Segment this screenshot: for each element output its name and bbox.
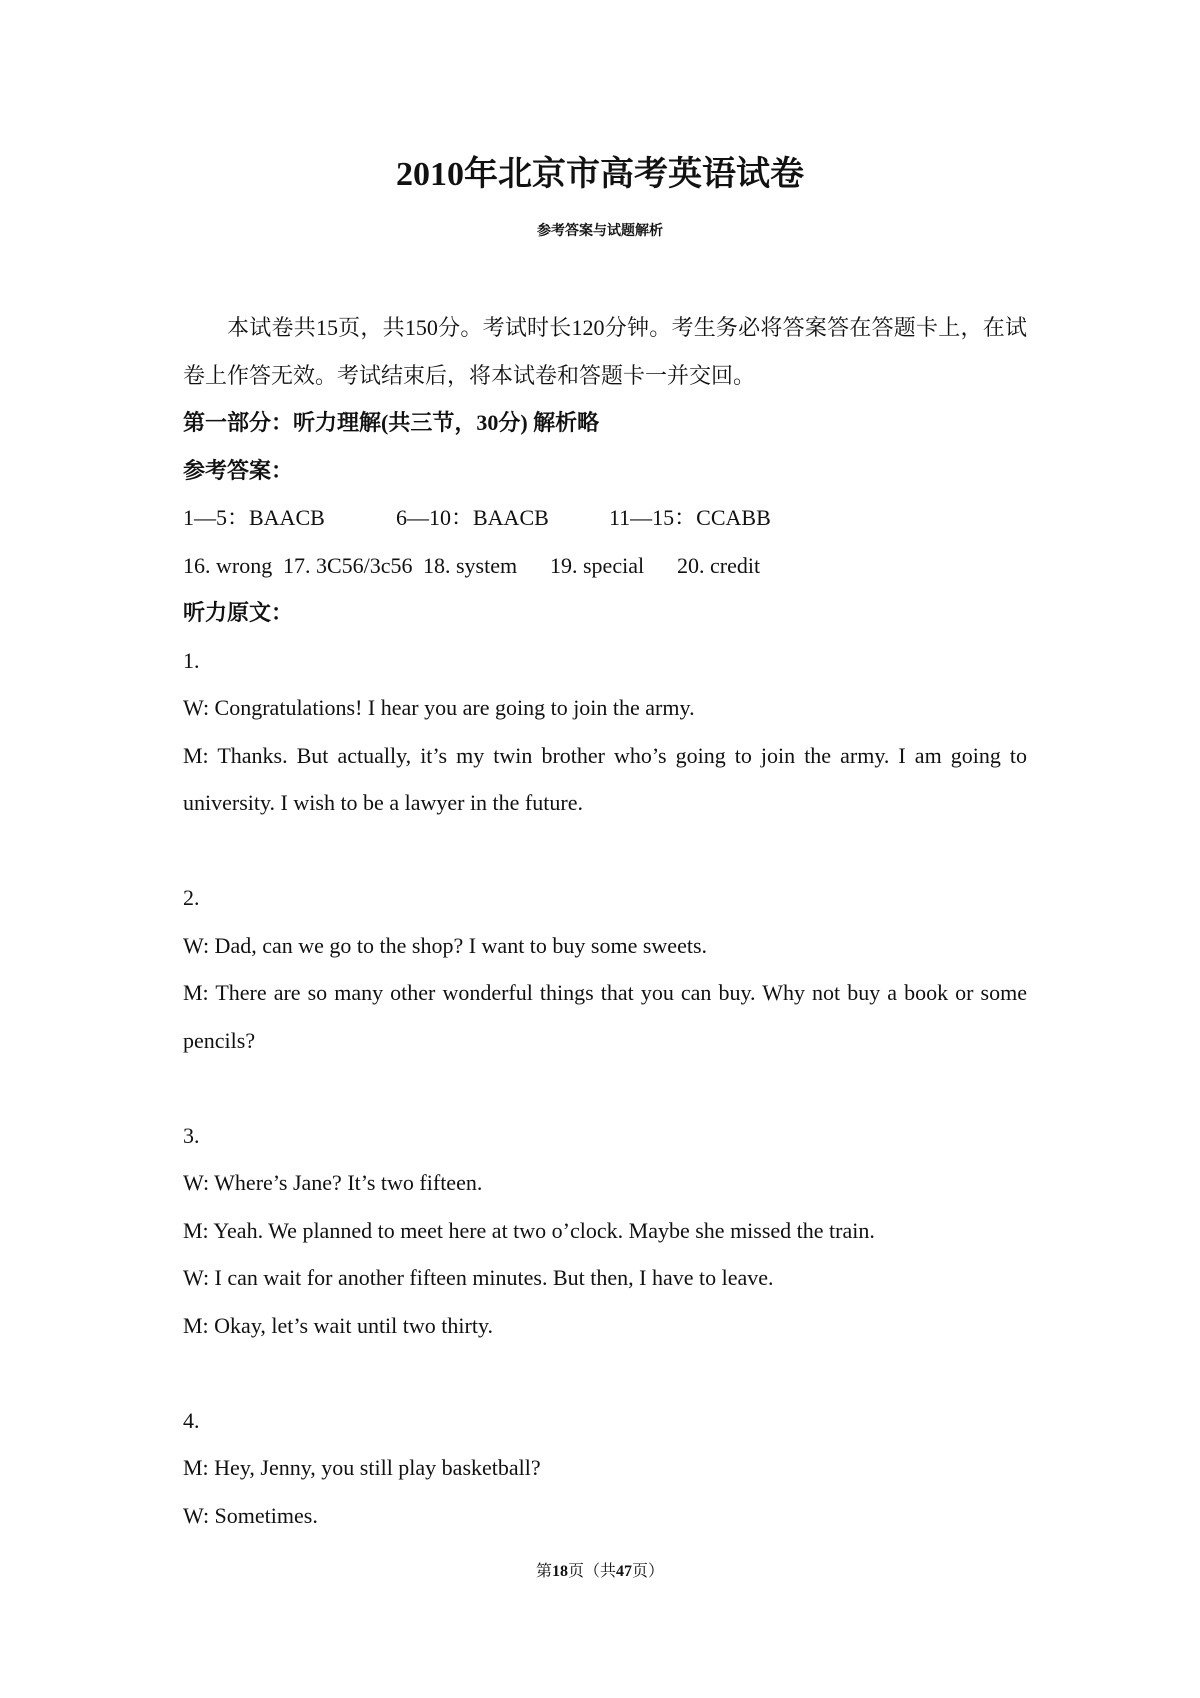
dialogue-line: M: Hey, Jenny, you still play basketball? [183, 1455, 541, 1480]
footer-page-number: 18 [551, 1563, 568, 1580]
answer-group: 6—10：BAACB [396, 505, 549, 530]
answer-item: 16. wrong [183, 552, 273, 578]
dialogue-number: 1. [183, 647, 200, 673]
footer-total-pages: 47 [616, 1563, 632, 1580]
dialogue-number: 4. [183, 1407, 200, 1433]
answers-heading: 参考答案： [183, 457, 294, 483]
answer-item: 19. special [550, 552, 645, 578]
dialogue-line: W: Dad, can we go to the shop? I want to buy some sweets. [183, 932, 708, 958]
page-subtitle: 参考答案与试题解析 [537, 224, 663, 239]
part1-heading: 第一部分：听力理解(共三节，30分) 解析略 [183, 410, 600, 435]
page-footer [0, 1561, 1200, 1583]
dialogue-number: 3. [183, 1122, 200, 1148]
footer-suffix: 页） [632, 1563, 665, 1580]
answer-item: 18. system [423, 552, 518, 578]
transcript-heading: 听力原文： [183, 600, 294, 625]
footer-prefix: 第 [535, 1563, 552, 1580]
dialogue-line: M: There are so many other wonderful things that you can buy. Why not buy a book or some pencils? [183, 980, 1027, 1053]
intro-paragraph: 本试卷共15页，共150分。考试时长120分钟。考生务必将答案答在答题卡上，在试卷上作答无效。考试结束后，将本试卷和答题卡一并交回。 [183, 315, 1027, 388]
dialogue-number: 2. [183, 885, 200, 910]
dialogue-line: W: Sometimes. [183, 1502, 318, 1528]
answers-row-2 [183, 542, 1027, 590]
dialogue-line: W: I can wait for another fifteen minutes. But then, I have to leave. [183, 1265, 774, 1290]
document-body [183, 304, 1027, 1539]
dialogue-line: M: Thanks. But actually, it’s my twin brother who’s going to join the army. I am going to university. I wish to be a lawyer in the future. [183, 742, 1027, 815]
blank-line [183, 1349, 1027, 1397]
blank-line [183, 1064, 1027, 1112]
answer-group: 1—5：BAACB [183, 505, 325, 530]
answers-row-1 [183, 494, 1027, 542]
page-title: 2010年北京市高考英语试卷 [396, 156, 804, 193]
dialogue-line: W: Where’s Jane? It’s two fifteen. [183, 1170, 483, 1195]
dialogue-line: M: Okay, let’s wait until two thirty. [183, 1312, 494, 1338]
dialogue-line: W: Congratulations! I hear you are going to join the army. [183, 695, 695, 720]
answer-group: 11—15：CCABB [609, 505, 771, 530]
answer-item: 20. credit [677, 552, 761, 578]
blank-line [183, 827, 1027, 875]
dialogue-line: M: Yeah. We planned to meet here at two o’clock. Maybe she missed the train. [183, 1217, 875, 1243]
answer-item: 17. 3C56/3c56 [283, 552, 413, 578]
footer-middle: 页（共 [567, 1563, 616, 1580]
